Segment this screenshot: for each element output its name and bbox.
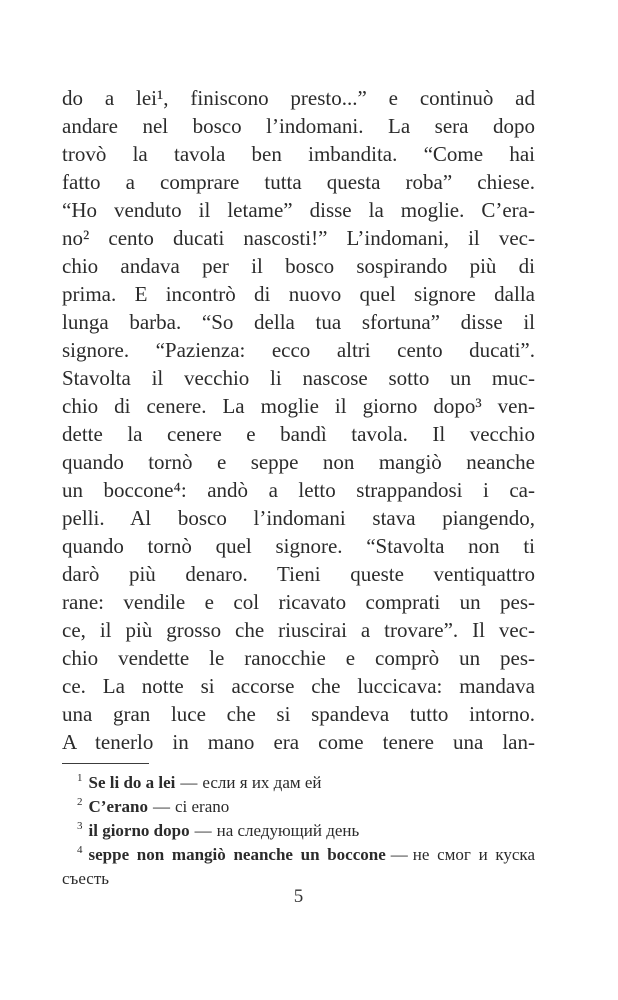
footnote-dash: —: [180, 773, 198, 792]
footnote-translation: ci erano: [174, 797, 230, 816]
text-line: rane: vendile e col ricavato comprati un pes-: [62, 590, 535, 614]
text-line: signore. “Pazienza: ecco altri cento ducati”.: [62, 338, 535, 362]
text-line: quando tornò e seppe non mangiò neanche: [62, 450, 535, 474]
footnote-term: il giorno dopo: [88, 821, 190, 840]
text-line: do a lei¹, finiscono presto...” e continuò ad: [62, 86, 535, 110]
text-line: dette la cenere e bandì tavola. Il vecchio: [62, 422, 535, 446]
footnote-dash: —: [390, 845, 408, 864]
text-line: darò più denaro. Tieni queste ventiquattro: [62, 562, 535, 586]
footnote-translation: не смог и куска съесть: [62, 845, 535, 888]
text-line: A tenerlo in mano era come tenere una lan-: [62, 730, 535, 754]
page-number: 5: [293, 886, 304, 907]
footnote-term: seppe non mangiò neanche un boccone: [88, 845, 386, 864]
text-line: chio di cenere. La moglie il giorno dopo³ ven-: [62, 394, 535, 418]
text-line: fatto a comprare tutta questa roba” chiese.: [62, 170, 535, 194]
text-line: Stavolta il vecchio li nascose sotto un muc-: [62, 366, 535, 390]
footnote-translation: на следующий день: [216, 821, 360, 840]
text-line: chio vendette le ranocchie e comprò un pes-: [62, 646, 535, 670]
text-line: prima. E incontrò di nuovo quel signore dalla: [62, 282, 535, 306]
text-line: un boccone⁴: andò a letto strappandosi i ca-: [62, 478, 535, 502]
text-line: ce. La notte si accorse che luccicava: mandava: [62, 674, 535, 698]
footnote-separator: [62, 763, 149, 764]
text-line: trovò la tavola ben imbandita. “Come hai: [62, 142, 535, 166]
footnote-term: Se li do a lei: [88, 773, 176, 792]
footnotes-block: [62, 771, 535, 891]
footnote: [62, 843, 535, 891]
footnote: [62, 795, 535, 819]
text-line: quando tornò quel signore. “Stavolta non ti: [62, 534, 535, 558]
footnote-term: C’erano: [88, 797, 148, 816]
text-line: no² cento ducati nascosti!” L’indomani, il vec-: [62, 226, 535, 250]
footnote-dash: —: [194, 821, 212, 840]
text-line: “Ho venduto il letame” disse la moglie. C’era-: [62, 198, 535, 222]
text-line: lunga barba. “So della tua sfortuna” disse il: [62, 310, 535, 334]
footnote-marker: 4: [77, 844, 83, 857]
main-text-block: [62, 84, 535, 756]
footnote-marker: 3: [77, 820, 83, 833]
footnote: [62, 819, 535, 843]
text-line: pelli. Al bosco l’indomani stava piangendo,: [62, 506, 535, 530]
footnote-translation: если я их дам ей: [202, 773, 322, 792]
text-line: una gran luce che si spandeva tutto intorno.: [62, 702, 535, 726]
footnote-marker: 2: [77, 796, 83, 809]
footnote-dash: —: [152, 797, 170, 816]
footnote: [62, 771, 535, 795]
text-line: chio andava per il bosco sospirando più di: [62, 254, 535, 278]
text-line: andare nel bosco l’indomani. La sera dopo: [62, 114, 535, 138]
footnote-marker: 1: [77, 772, 83, 785]
text-line: ce, il più grosso che riuscirai a trovare”. Il vec-: [62, 618, 535, 642]
